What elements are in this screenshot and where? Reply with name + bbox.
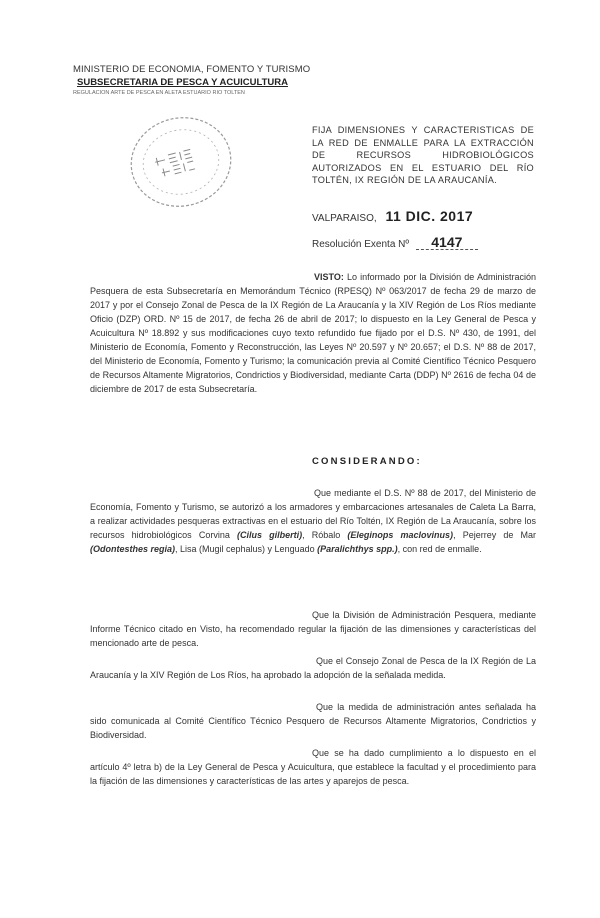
considerando-paragraph-1: Que mediante el D.S. Nº 88 de 2017, del Ministerio de Economía, Fomento y Turismo, se autorizó a los armadores y embarcaciones artesanales de Caleta La Barra, a realizar actividades pesqueras extractivas en el estuario del Río Toltén, IX Región de La Araucanía, sobre los recursos hidrobiológicos Corvina (Cilus gilberti), Róbalo (Eleginops maclovinus), Pejerrey de Mar (Odontesthes regia), Lisa (Mugil cephalus) y Lenguado (Paralichthys spp.), con red de enmalle. (90, 488, 536, 554)
visto-section (90, 270, 536, 396)
resolution-label: Resolución Exenta Nº (312, 239, 410, 250)
resolution-summary: FIJA DIMENSIONES Y CARACTERISTICAS DE LA RED DE ENMALLE PARA LA EXTRACCIÓN DE RECURSOS HIDROBIOLÓGICOS AUTORIZADOS EN EL ESTUARIO DEL RÍO TOLTÉN, IX REGIÓN DE LA ARAUCANÍA. (312, 125, 534, 185)
considerando-paragraph-4: Que la medida de administración antes señalada ha sido comunicada al Comité Científico Técnico Pesquero de Recursos Altamente Migratorios, Condrictios y Biodiversidad. (90, 702, 536, 740)
species-eleginops: (Eleginops maclovinus) (347, 530, 454, 540)
considerando-paragraph-3: Que el Consejo Zonal de Pesca de la IX Región de La Araucanía y la XIV Región de Los Ríos, ha aprobado la adopción de la señalada medida. (90, 656, 536, 680)
considerando-paragraph-2: Que la División de Administración Pesquera, mediante Informe Técnico citado en Visto, ha recomendado regular la fijación de las dimensiones y características del mencionado arte de pesca. (90, 610, 536, 648)
species-paralichthys: (Paralichthys spp.) (317, 544, 398, 554)
letterhead (73, 64, 333, 98)
considerando-title: CONSIDERANDO: (312, 456, 422, 467)
considerando-paragraph-5: Que se ha dado cumplimiento a lo dispuesto en el artículo 4º letra b) de la Ley General de Pesca y Acuicultura, que establece la facultad y el procedimiento para la fijación de las dimensiones y características de las artes y aparejos de pesca. (90, 748, 536, 786)
resolution-number: 4147 (416, 236, 478, 250)
ministry-name: MINISTERIO DE ECONOMIA, FOMENTO Y TURISMO (73, 64, 311, 75)
species-odontesthes: (Odontesthes regia) (90, 544, 176, 554)
document-code: REGULACION ARTE DE PESCA EN ALETA ESTUARIO RIO TOLTEN (73, 90, 245, 96)
visto-lead: VISTO: (314, 272, 344, 282)
date-stamp: 11 DIC. 2017 (385, 208, 474, 224)
resolution-number-line (312, 236, 478, 250)
species-cilus: (Cilus gilberti) (236, 530, 303, 540)
date-line (312, 208, 473, 224)
official-seal-icon (126, 112, 236, 212)
visto-text: Lo informado por la División de Administración Pesquera de esta Subsecretaría en Memorándum Técnico (RPESQ) Nº 063/2017 de fecha 29 de marzo de 2017 y por el Consejo Zonal de Pesca de la IX Región de La Araucanía y la XIV Región de Los Ríos mediante Oficio (DZP) ORD. Nº 15 de 2017, de fecha 26 de abril de 2017; lo dispuesto en la Ley General de Pesca y Acuicultura Nº 18.892 y sus modificaciones cuyo texto refundido fue fijado por el D.S. Nº 430, de 1991, del Ministerio de Economía, Fomento y Reconstrucción, las Leyes Nº 20.597 y Nº 20.657; el D.S. Nº 88 de 2017, del Ministerio de Economía, Fomento y Turismo; la comunicación previa al Comité Científico Técnico Pesquero de Recursos Altamente Migratorios, Condrictios y Biodiversidad, mediante Carta (DDP) Nº 2616 de fecha 04 de diciembre de 2017 de esta Subsecretaría. (90, 272, 536, 394)
subsecretaria-name: SUBSECRETARIA DE PESCA Y ACUICULTURA (77, 77, 288, 88)
date-city: VALPARAISO, (312, 213, 377, 224)
